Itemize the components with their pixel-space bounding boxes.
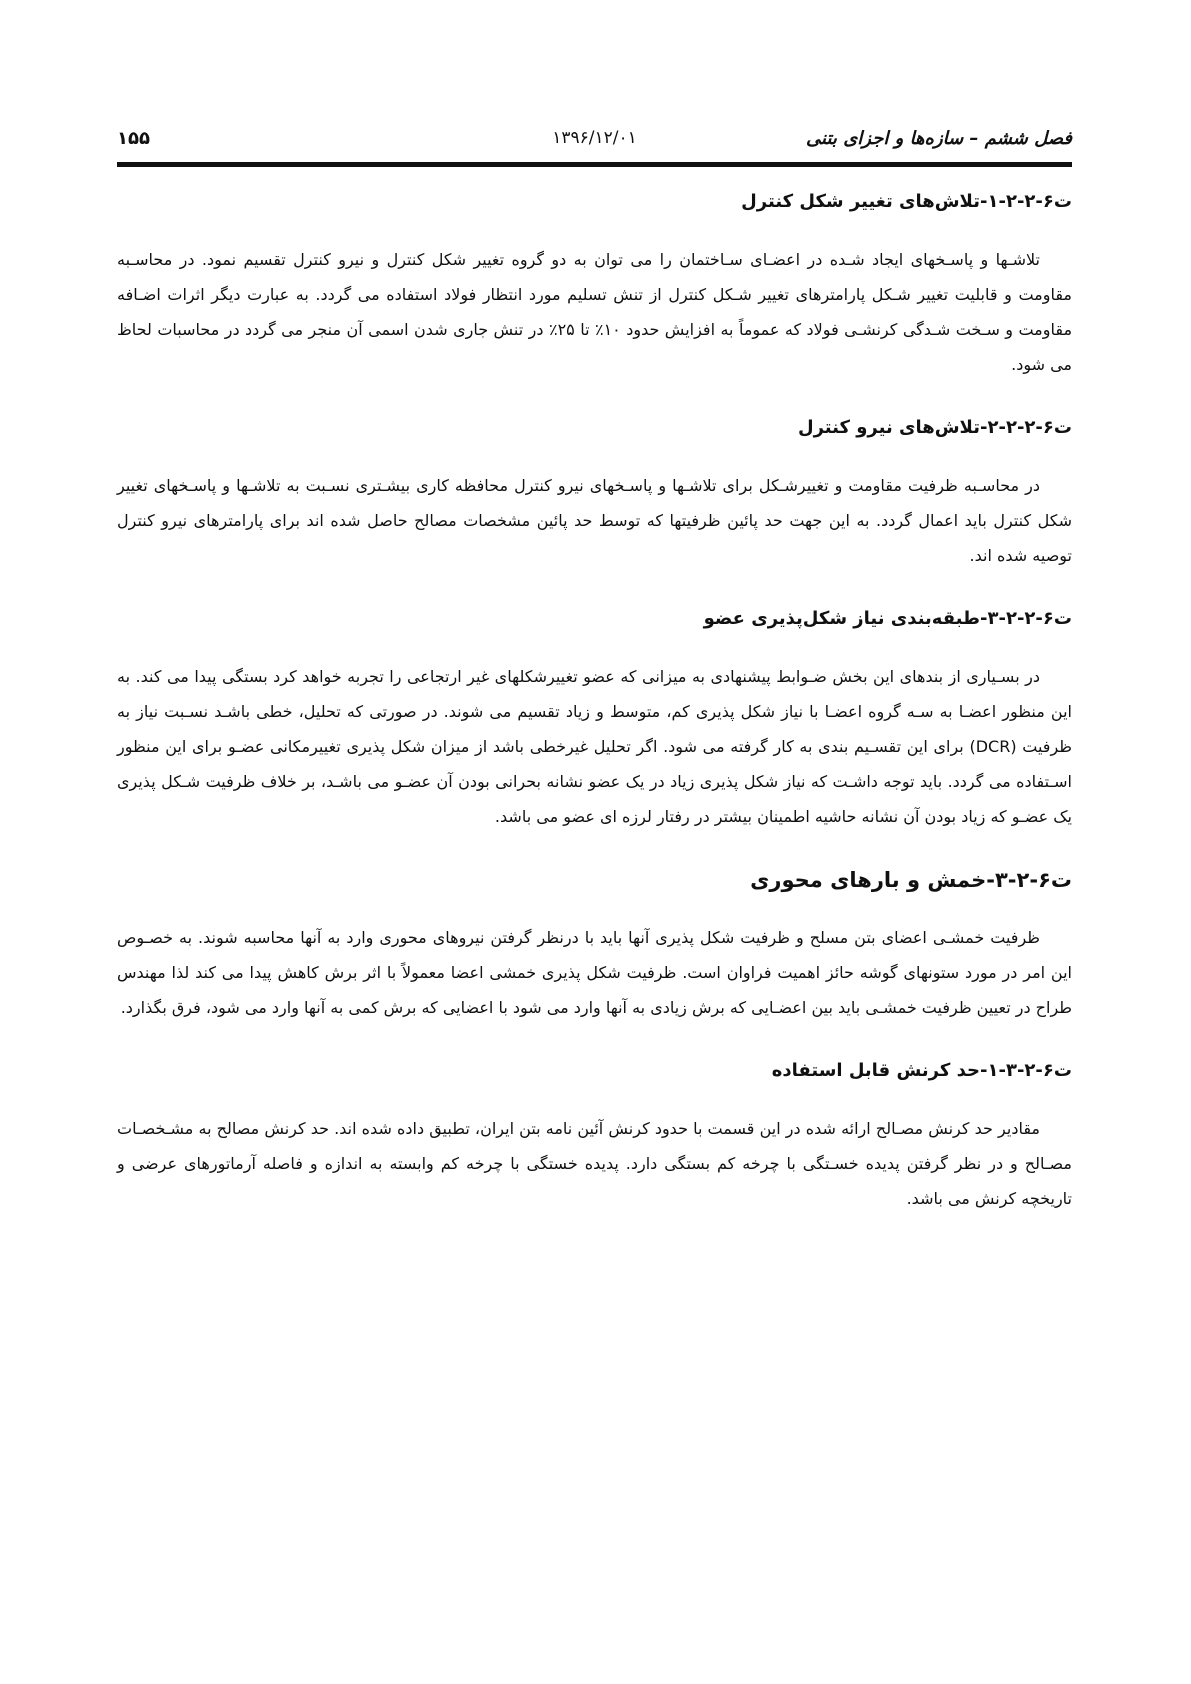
section-paragraph: مقادیر حد کرنش مصـالح ارائه شده در این قسمت با حدود کرنش آئین نامه بتن ایران، تطبیق داده شده اند. حد کرنش مصالح به مشـخصـات مصـالح و در نظر گرفتن پدیده خسـتگی با چرخه کم بستگی دارد. پدیده خستگی با چرخه کم وابسته به اندازه و فاصله آرماتورهای عرضی و تاریخچه کرنش می باشد.	[117, 1119, 1072, 1208]
document-page	[117, 0, 1072, 1684]
page-number: ۱۵۵	[117, 128, 150, 149]
section-paragraph: در محاسـبه ظرفیت مقاومت و تغییرشـکل برای تلاشـها و پاسـخهای نیرو کنترل محافظه کاری بیشـتری نسـبت به تلاشـها و پاسـخهای تغییر شکل کنترل باید اعمال گردد. به این جهت حد پائین ظرفیتها که توسط حد پائین مشخصات مصالح حاصل شده اند برای پارامترهای نیرو کنترل توصیه شده اند.	[117, 476, 1072, 565]
section-heading: ت۶-۲-۲-۲-تلاش‌های نیرو کنترل	[797, 417, 1072, 438]
section-heading: ت۶-۲-۳-خمش و بارهای محوری	[750, 868, 1072, 892]
section-heading: ت۶-۲-۲-۱-تلاش‌های تغییر شکل کنترل	[741, 191, 1072, 212]
section-force-controlled	[117, 414, 1072, 605]
section-heading: ت۶-۲-۲-۳-طبقه‌بندی نیاز شکل‌پذیری عضو	[703, 608, 1072, 629]
section-paragraph: در بسـیاری از بندهای این بخش ضـوابط پیشنهادی به میزانی که عضو تغییرشکلهای غیر ارتجاعی را تجربه خواهد کرد بستگی پیدا می کند. به این منظور اعضـا به سـه گروه اعضـا با نیاز شکل پذیری کم، متوسط و زیاد تقسیم می شوند. در صورتی که تحلیل، خطی باشـد نسـبت نیاز به ظرفیت (DCR) برای این تقسـیم بندی به کار گرفته می شود. اگر تحلیل غیرخطی باشد از میزان شکل پذیری تغییرمکانی عضـو برای این منظور اسـتفاده می گردد. باید توجه داشـت که نیاز شکل پذیری زیاد در یک عضو نشانه بحرانی بودن آن عضـو می باشـد، بر خلاف ظرفیت شـکل پذیری یک عضـو که زیاد بودن آن نشانه حاشیه اطمینان بیشتر در رفتار لرزه ای عضو می باشد.	[117, 667, 1073, 826]
section-ductility-classification	[117, 605, 1072, 866]
section-usable-strain-limit	[117, 1057, 1072, 1216]
running-header	[117, 128, 1072, 162]
section-heading: ت۶-۲-۳-۱-حد کرنش قابل استفاده	[771, 1060, 1072, 1081]
section-flexure-axial	[117, 866, 1072, 1057]
section-paragraph: ظرفیت خمشـی اعضای بتن مسلح و ظرفیت شکل پذیری آنها باید با درنظر گرفتن نیروهای محوری وارد به آنها محاسبه شوند. به خصـوص این امر در مورد ستونهای گوشه حائز اهمیت فراوان است. ظرفیت شکل پذیری خمشی اعضا معمولاً با اثر برش کاهش پیدا می کند لذا مهندس طراح در تعیین ظرفیت خمشـی باید بین اعضـایی که برش زیادی به آنها وارد می شود با اعضایی که برش کمی به آنها وارد می شود، فرق بگذارد.	[117, 928, 1072, 1017]
section-paragraph: تلاشـها و پاسـخهای ایجاد شـده در اعضـای سـاختمان را می توان به دو گروه تغییر شکل کنترل و نیرو کنترل تقسیم نمود. در محاسـبه مقاومت و قابلیت تغییر شـکل پارامترهای تغییر شـکل کنترل از تنش تسلیم مورد انتظار فولاد استفاده می گردد. به عبارت دیگر اثرات اضـافه مقاومت و سـخت شـدگی کرنشـی فولاد که عموماً به افزایش حدود ۱۰٪ تا ۲۵٪ در تنش جاری شدن اسمی آن منجر می گردد در محاسبات لحاظ می شود.	[117, 250, 1073, 374]
page-content	[117, 188, 1072, 1216]
chapter-title: فصل ششم – سازه‌ها و اجزای بتنی	[806, 128, 1072, 149]
header-rule	[117, 162, 1072, 167]
section-deformation-controlled	[117, 188, 1072, 414]
revision-date: ۱۳۹۶/۱۲/۰۱	[552, 128, 637, 148]
